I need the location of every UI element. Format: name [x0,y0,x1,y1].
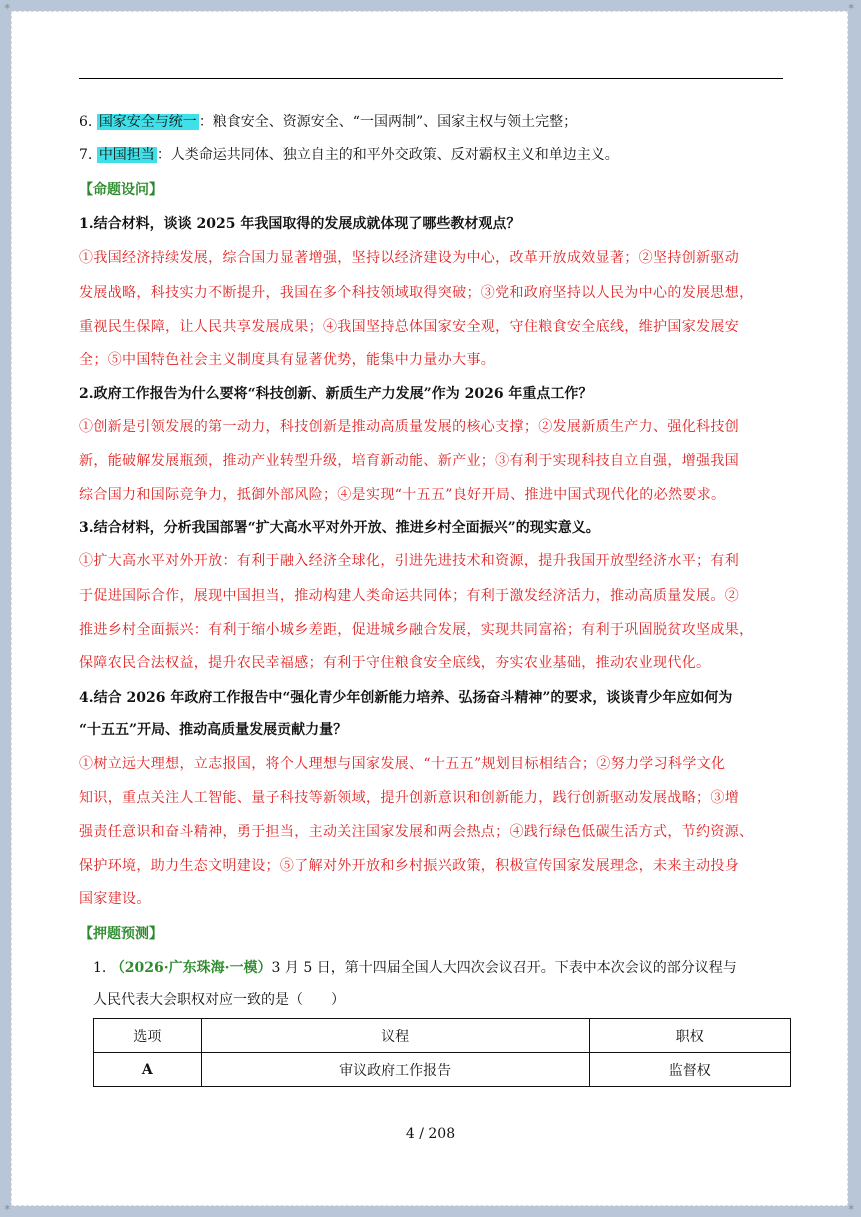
answer-line: ①扩大高水平对外开放：有利于融入经济全球化，引进先进技术和资源，提升我国开放型经济水平；有利 [79,553,740,569]
table-row [94,1053,791,1087]
options-table [93,1018,791,1087]
predict-question-1-cont: 人民代表大会职权对应一致的是（ ） [93,992,345,1008]
question-text: 3 月 5 日，第十四届全国人大四次会议召开。下表中本次会议的部分议程与 [271,960,737,976]
question-source: （2026·广东珠海·一模） [110,960,272,976]
table-header-cell: 职权 [589,1019,790,1053]
question-4-title-cont: “十五五”开局、推动高质量发展贡献力量？ [79,722,348,738]
table-cell: A [94,1053,202,1087]
answer-line: 全；⑤中国特色社会主义制度具有显著优势，能集中力量办大事。 [79,352,496,368]
question-1-title: 1.结合材料，谈谈 2025 年我国取得的发展成就体现了哪些教材观点？ [79,216,521,232]
header-rule [79,78,783,79]
question-2-title: 2.政府工作报告为什么要将“科技创新、新质生产力发展”作为 2026 年重点工作？ [79,386,593,402]
table-header-cell: 议程 [201,1019,589,1053]
question-3-title: 3.结合材料，分析我国部署“扩大高水平对外开放、推进乡村全面振兴”的现实意义。 [79,520,600,536]
table-cell: 审议政府工作报告 [201,1053,589,1087]
table-header-row [94,1019,791,1053]
item-text: ：人类命运共同体、独立自主的和平外交政策、反对霸权主义和单边主义。 [156,147,619,163]
corner-star-icon: ✶ [3,1203,12,1214]
answer-line: 新，能破解发展瓶颈，推动产业转型升级，培育新动能、新产业；③有利于实现科技自立自强，增强我国 [79,453,740,469]
section-heading-predict: 【押题预测】 [79,926,163,942]
table-cell: 监督权 [589,1053,790,1087]
corner-star-icon: ✶ [847,2,856,13]
item-number: 7. [79,147,93,163]
answer-line: 推进乡村全面振兴：有利于缩小城乡差距，促进城乡融合发展，实现共同富裕；有利于巩固脱贫攻坚成果， [79,622,754,638]
predict-question-1 [93,958,803,978]
answer-line: ①我国经济持续发展，综合国力显著增强，坚持以经济建设为中心，改革开放成效显著；②坚持创新驱动 [79,250,740,266]
highlighted-term: 国家安全与统一 [98,114,197,130]
answer-line: 发展战略，科技实力不断提升，我国在多个科技领域取得突破；③党和政府坚持以人民为中心的发展思想， [79,285,754,301]
answer-line: 保障农民合法权益，提升农民幸福感；有利于守住粮食安全底线，夯实农业基础，推动农业现代化。 [79,655,711,671]
list-item-6 [79,112,789,132]
answer-line: 重视民生保障，让人民共享发展成果；④我国坚持总体国家安全观，守住粮食安全底线，维护国家发展安 [79,319,740,335]
list-item-7 [79,145,789,165]
answer-line: 国家建设。 [79,891,151,907]
table-header-cell: 选项 [94,1019,202,1053]
answer-line: 综合国力和国际竞争力，抵御外部风险；④是实现“十五五”良好开局、推进中国式现代化的必然要求。 [79,487,726,503]
section-heading-questions: 【命题设问】 [79,182,163,198]
item-text: ：粮食安全、资源安全、“一国两制”、国家主权与领土完整； [198,114,578,130]
item-number: 6. [79,114,93,130]
answer-line: 保护环境，助力生态文明建设；⑤了解对外开放和乡村振兴政策，积极宣传国家发展理念，未来主动投身 [79,858,740,874]
question-4-title: 4.结合 2026 年政府工作报告中“强化青少年创新能力培养、弘扬奋斗精神”的要求，谈谈青少年应如何为 [79,690,733,706]
answer-line: 知识，重点关注人工智能、量子科技等新领域，提升创新意识和创新能力，践行创新驱动发展战略；③增 [79,790,740,806]
page-number: 4 / 208 [405,1126,456,1142]
corner-star-icon: ✶ [847,1203,856,1214]
answer-line: 强责任意识和奋斗精神，勇于担当，主动关注国家发展和两会热点；④践行绿色低碳生活方式，节约资源、 [79,824,754,840]
answer-line: 于促进国际合作，展现中国担当，推动构建人类命运共同体；有利于激发经济活力，推动高质量发展。② [79,588,740,604]
question-number: 1. [93,960,107,976]
highlighted-term: 中国担当 [98,147,155,163]
answer-line: ①创新是引领发展的第一动力，科技创新是推动高质量发展的核心支撑；②发展新质生产力、强化科技创 [79,419,740,435]
answer-line: ①树立远大理想，立志报国，将个人理想与国家发展、“十五五”规划目标相结合；②努力学习科学文化 [79,756,726,772]
corner-star-icon: ✶ [3,2,12,13]
